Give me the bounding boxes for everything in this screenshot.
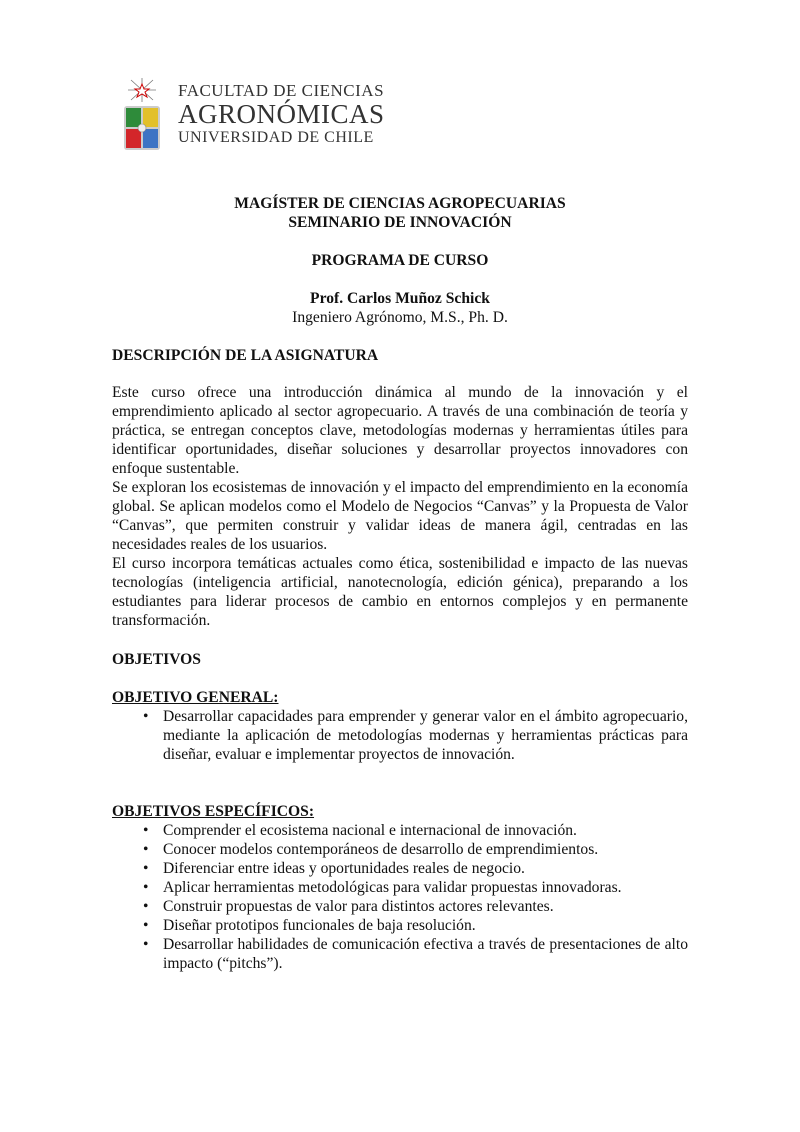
list-item: • Desarrollar capacidades para emprender y generar valor en el ámbito agropecuario, mediante la aplicación de metodologías modernas y herramientas prácticas para diseñar, evaluar e implementar proyectos de innovación. xyxy=(112,707,688,764)
objectives-heading: OBJETIVOS xyxy=(112,651,201,668)
list-item: • Diferenciar entre ideas y oportunidades reales de negocio. xyxy=(112,859,688,878)
list-item: • Diseñar prototipos funcionales de baja resolución. xyxy=(112,916,688,935)
university-crest-icon xyxy=(122,76,162,152)
list-item: • Comprender el ecosistema nacional e internacional de innovación. xyxy=(112,821,688,840)
professor-degree: Ingeniero Agrónomo, M.S., Ph. D. xyxy=(292,309,508,326)
logo-line-3: UNIVERSIDAD DE CHILE xyxy=(178,128,374,146)
description-heading: DESCRIPCIÓN DE LA ASIGNATURA xyxy=(112,347,379,364)
description-paragraph: El curso incorpora temáticas actuales como ética, sostenibilidad e impacto de las nuevas tecnologías (inteligencia artificial, nanotecnología, edición génica), preparando a los estudiantes para liderar procesos de cambio en entornos complejos y en permanente transformación. xyxy=(112,555,688,629)
program-heading: PROGRAMA DE CURSO xyxy=(311,252,489,269)
program-title: MAGÍSTER DE CIENCIAS AGROPECUARIAS xyxy=(234,195,566,212)
list-item: • Desarrollar habilidades de comunicación efectiva a través de presentaciones de alto impacto (“pitchs”). xyxy=(112,935,688,973)
general-objective-heading: OBJETIVO GENERAL: xyxy=(112,689,279,706)
faculty-logo xyxy=(122,76,385,152)
description-body xyxy=(112,383,688,630)
description-paragraph: Se exploran los ecosistemas de innovación y el impacto del emprendimiento en la economía global. Se aplican modelos como el Modelo de Negocios “Canvas” y la Propuesta de Valor “Canvas”, que permiten construir y validar ideas de manera ágil, centradas en las necesidades reales de los usuarios. xyxy=(112,479,688,553)
general-objective-list xyxy=(112,707,688,764)
seminar-title: SEMINARIO DE INNOVACIÓN xyxy=(288,214,512,231)
specific-objectives-list xyxy=(112,821,688,973)
logo-line-2: AGRONÓMICAS xyxy=(178,98,385,129)
professor-name: Prof. Carlos Muñoz Schick xyxy=(310,290,490,307)
list-item: • Construir propuestas de valor para distintos actores relevantes. xyxy=(112,897,688,916)
list-item: • Conocer modelos contemporáneos de desarrollo de emprendimientos. xyxy=(112,840,688,859)
list-item: • Aplicar herramientas metodológicas para validar propuestas innovadoras. xyxy=(112,878,688,897)
description-paragraph: Este curso ofrece una introducción dinámica al mundo de la innovación y el emprendimiento aplicado al sector agropecuario. A través de una combinación de teoría y práctica, se entregan conceptos clave, metodologías modernas y herramientas útiles para identificar oportunidades, diseñar soluciones y desarrollar proyectos innovadores con enfoque sustentable. xyxy=(112,384,688,477)
logo-line-1: FACULTAD DE CIENCIAS xyxy=(178,80,385,100)
specific-objectives-heading: OBJETIVOS ESPECÍFICOS: xyxy=(112,803,315,820)
